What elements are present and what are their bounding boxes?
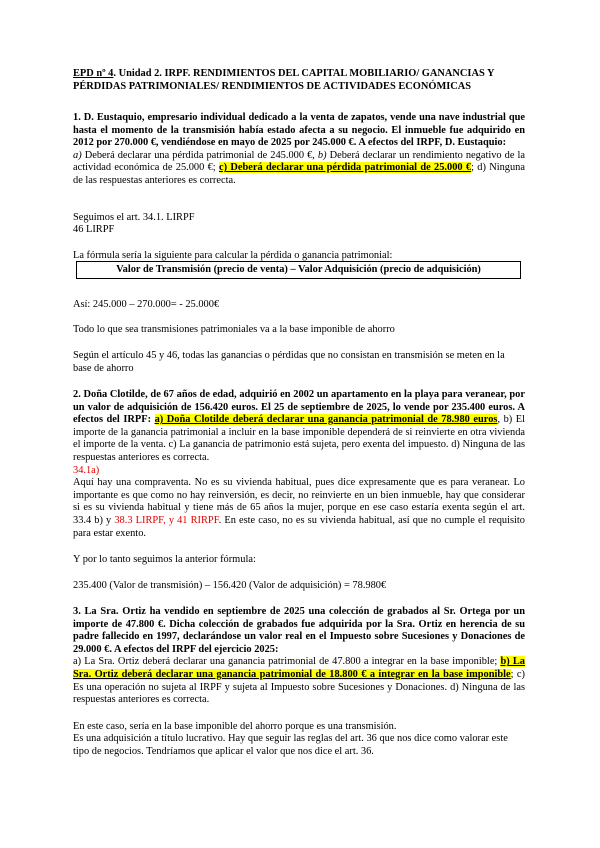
q1-law-ref-1: Seguimos el art. 34.1. LIRPF <box>73 212 195 223</box>
formula-box: Valor de Transmisión (precio de venta) – Valor Adquisición (precio de adquisición) <box>76 261 521 279</box>
q3-opt-a: a) La Sra. Ortiz deberá declarar una ganancia patrimonial de 47.800 a integrar en la base imponible; <box>73 656 501 668</box>
q3-explanation-1: En este caso, sería en la base imponible del ahorro porque es una transmisión. <box>73 721 397 732</box>
q1-law-ref-2: 46 LIRPF <box>73 224 115 235</box>
q2-follow: Y por lo tanto seguimos la anterior fórmula: <box>73 554 256 565</box>
q2-explanation-b: . En este caso, no es su vivienda habitual, así que no cumple el requisito para estar exento. <box>73 514 525 539</box>
q1-opt-b-letter: b) <box>317 149 327 161</box>
q3-correct-answer: b) La Sra. Ortiz deberá declarar una ganancia patrimonial de 18.800 € a integrar en la base imponible <box>73 656 526 680</box>
q1-formula-intro: La fórmula sería la siguiente para calcular la pérdida o ganancia patrimonial: <box>73 250 393 261</box>
q2-statement: 2. Doña Clotilde, de 67 años de edad, adquirió en 2002 un apartamento en la playa para veranear, por un valor de adquisición de 156.420 euros. El 25 de septiembre de 2025, lo vende por 235.400 euros. A efectos del IRPF: <box>73 389 525 426</box>
q1-note-1: Todo lo que sea transmisiones patrimoniales va a la base imponible de ahorro <box>73 324 395 335</box>
q1-opt-a: Deberá declarar una pérdida patrimonial de 245.000 €, <box>81 149 318 161</box>
q2-correct-answer: a) Doña Clotilde deberá declarar una ganancia patrimonial de 78.980 euros <box>154 414 498 426</box>
q2-other-options: , b) El importe de la ganancia patrimonial a incluir en la base imponible dependerá de si reinvierte en otra vivienda el importe de la venta. c) La ganancia de patrimonio está sujeta, pero exenta del impuesto. d) Ninguna de las respuestas anteriores es correcta. <box>73 414 525 463</box>
q2-explanation-ref: 38.3 LIRPF, y 41 RIRPF <box>114 514 219 526</box>
q3-other-options: ; c) Es una operación no sujeta al IRPF y sujeta al Impuesto sobre Sucesiones y Donaciones. d) Ninguna de las respuestas anteriores es correcta. <box>73 668 525 706</box>
question-3 <box>73 606 525 707</box>
q1-statement: 1. D. Eustaquio, empresario individual dedicado a la venta de zapatos, vende una nave industrial que hasta el momento de la transmisión había estado afecta a su negocio. El inmueble fue adquirido en 2012 por 270.000 €, vendiéndose en mayo de 2025 por 245.000 €. A efectos del IRPF, D. Eustaquio: <box>73 112 525 149</box>
q2-explanation-a: Aquí hay una compraventa. No es su vivienda habitual, pues dice expresamente que es para veranear. Lo importante es que como no hay reinversión, es decir, no reinvierte en un bien inmueble, hay que considerar si es su vivienda habitual y tiene más de 65 años la mujer, porque en ese caso estaría exenta según el art. 33.4 b) y <box>73 477 525 526</box>
document-header <box>73 68 525 93</box>
q1-opt-b: Deberá declarar un rendimiento negativo de la actividad económica de 25.000 €; <box>73 149 525 174</box>
question-1 <box>73 112 525 188</box>
q1-opt-a-letter: a) <box>73 149 82 161</box>
q1-correct-answer: c) Deberá declarar una pérdida patrimonial de 25.000 € <box>218 162 472 174</box>
q1-note-2: Según el artículo 45 y 46, todas las ganancias o pérdidas que no consistan en transmisión se meten en la base de ahorro <box>73 350 505 374</box>
question-2 <box>73 389 525 540</box>
q1-calculation: Así: 245.000 – 270.000= - 25.000€ <box>73 299 220 310</box>
q2-calculation: 235.400 (Valor de transmisión) – 156.420 (Valor de adquisición) = 78.980€ <box>73 580 387 591</box>
epd-label: EPD nº 4 <box>73 68 114 79</box>
q1-opt-d: ; d) Ninguna de las respuestas anteriores es correcta. <box>73 162 525 186</box>
q3-statement: 3. La Sra. Ortiz ha vendido en septiembre de 2025 una colección de grabados al Sr. Ortega por un importe de 47.800 €. Dicha colección de grabados fue adquirida por la Sra. Ortiz en herencia de su padre fallecido en 1997, declarándose un valor real en el Impuesto sobre Sucesiones y Donaciones de 29.000 €. A efectos del IRPF del ejercicio 2025: <box>73 606 525 655</box>
header-title: . Unidad 2. IRPF. RENDIMIENTOS DEL CAPITAL MOBILIARIO/ GANANCIAS Y PÉRDIDAS PATRIMONIALES/ RENDIMIENTOS DE ACTIVIDADES ECONÓMICAS <box>73 68 495 92</box>
q2-law-ref: 34.1a) <box>73 464 100 476</box>
q3-explanation-2: Es una adquisición a título lucrativo. Hay que seguir las reglas del art. 36 que nos dice como valorar este tipo de negocios. Tendríamos que aplicar el valor que nos dice el art. 36. <box>73 733 508 757</box>
